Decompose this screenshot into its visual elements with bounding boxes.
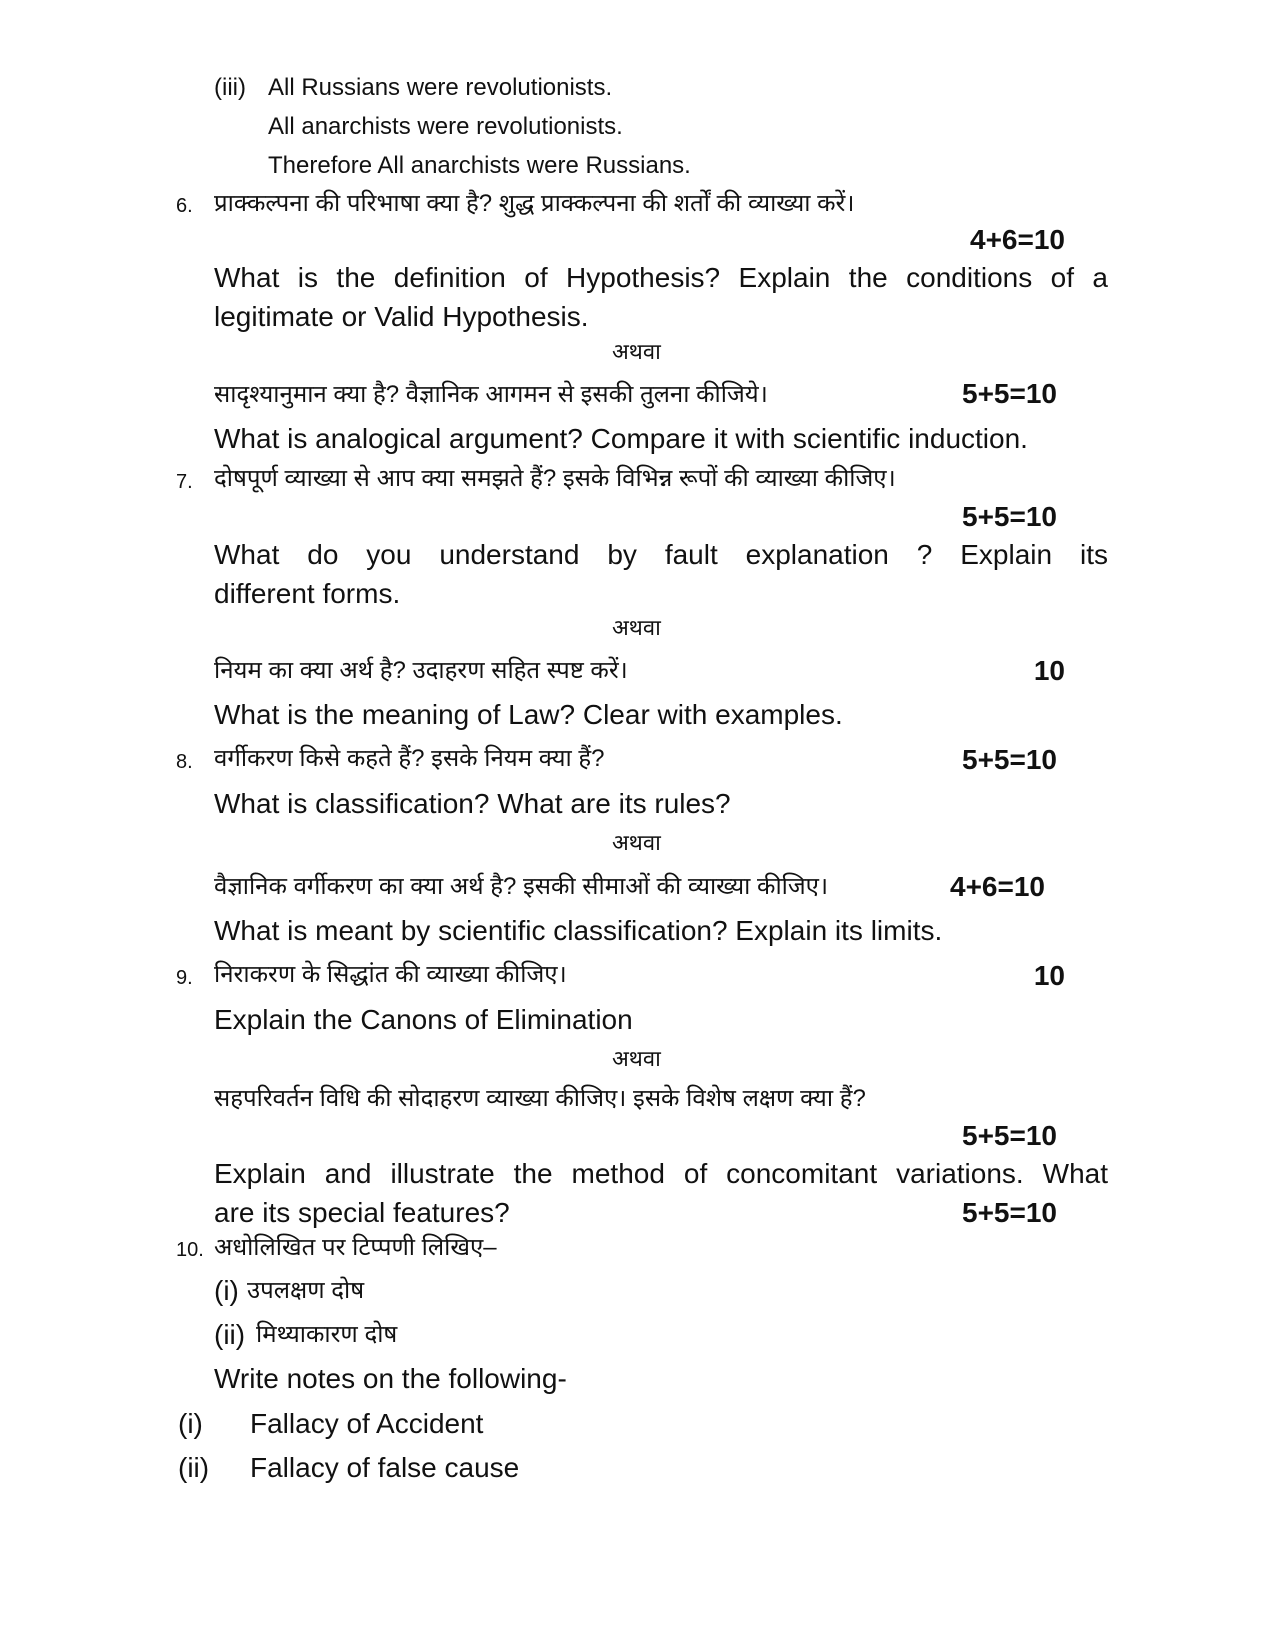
q8-marks: 5+5=10 (962, 744, 1057, 775)
q6-english-line1: What is the definition of Hypothesis? Explain the conditions of a (214, 262, 1108, 293)
q9-or: अथवा (612, 1046, 661, 1071)
q9-alt-marks: 5+5=10 (962, 1120, 1057, 1151)
q10-sub1-label: (i) (214, 1275, 239, 1306)
q7-hindi: दोषपूर्ण व्याख्या से आप क्या समझते हैं? इसके विभिन्न रूपों की व्याख्या कीजिए। (214, 465, 896, 492)
q9-alt-marks-2: 5+5=10 (962, 1197, 1057, 1228)
q6-hindi: प्राक्कल्पना की परिभाषा क्या है? शुद्ध प्राक्कल्पना की शर्तों की व्याख्या करें। (214, 190, 855, 217)
q10-en-sub2: Fallacy of false cause (250, 1452, 520, 1483)
q7-marks: 5+5=10 (962, 501, 1057, 532)
q9-marks: 10 (1033, 960, 1065, 991)
q10-sub2-label: (ii) (214, 1319, 246, 1350)
q7-or: अथवा (612, 615, 661, 640)
q6-or: अथवा (612, 339, 661, 364)
q7-english-line2: different forms. (214, 578, 401, 609)
q8-alt-hindi: वैज्ञानिक वर्गीकरण का क्या अर्थ है? इसकी सीमाओं की व्याख्या कीजिए। (214, 873, 829, 900)
q8-alt-english: What is meant by scientific classification? Explain its limits. (214, 915, 943, 946)
q10-number: 10. (176, 1239, 204, 1261)
q6-alt-marks: 5+5=10 (962, 378, 1057, 409)
q6-english-line2: legitimate or Valid Hypothesis. (214, 301, 589, 332)
q10-hindi: अधोलिखित पर टिप्पणी लिखिए– (214, 1234, 497, 1261)
q10-english: Write notes on the following- (214, 1363, 567, 1394)
q9-english: Explain the Canons of Elimination (214, 1004, 633, 1035)
q6-number: 6. (176, 195, 193, 217)
q7-alt-marks: 10 (1033, 655, 1065, 686)
q7-alt-english: What is the meaning of Law? Clear with examples. (214, 699, 843, 730)
q10-en-sub2-label: (ii) (178, 1452, 210, 1483)
q9-alt-english-line1: Explain and illustrate the method of concomitant variations. What (214, 1158, 1108, 1189)
q8-number: 8. (176, 751, 193, 773)
q10-en-sub1: Fallacy of Accident (250, 1408, 484, 1439)
q7-number: 7. (176, 471, 193, 493)
q9-number: 9. (176, 967, 193, 989)
q9-alt-english-line2: are its special features? (214, 1197, 510, 1228)
q6-alt-hindi: सादृश्यानुमान क्या है? वैज्ञानिक आगमन से इसकी तुलना कीजिये। (214, 381, 768, 408)
q5-sub-label: (iii) (214, 74, 246, 101)
q10-sub2-hindi: मिथ्याकारण दोष (256, 1321, 398, 1348)
q6-marks: 4+6=10 (970, 224, 1065, 255)
q8-hindi: वर्गीकरण किसे कहते हैं? इसके नियम क्या हैं? (214, 745, 605, 772)
q10-en-sub1-label: (i) (178, 1408, 203, 1439)
q5-line3: Therefore All anarchists were Russians. (268, 152, 691, 179)
q10-sub1-hindi: उपलक्षण दोष (247, 1277, 365, 1304)
q7-alt-hindi: नियम का क्या अर्थ है? उदाहरण सहित स्पष्ट करें। (214, 657, 628, 684)
q8-or: अथवा (612, 830, 661, 855)
q5-line1: All Russians were revolutionists. (268, 74, 613, 101)
q8-alt-marks: 4+6=10 (950, 871, 1045, 902)
q6-alt-english: What is analogical argument? Compare it with scientific induction. (214, 423, 1028, 454)
q9-hindi: निराकरण के सिद्धांत की व्याख्या कीजिए। (214, 961, 567, 988)
q5-line2: All anarchists were revolutionists. (268, 113, 623, 140)
q8-english: What is classification? What are its rules? (214, 788, 731, 819)
q7-english-line1: What do you understand by fault explanation ? Explain its (214, 539, 1108, 570)
q9-alt-hindi: सहपरिवर्तन विधि की सोदाहरण व्याख्या कीजिए। इसके विशेष लक्षण क्या हैं? (214, 1085, 866, 1112)
